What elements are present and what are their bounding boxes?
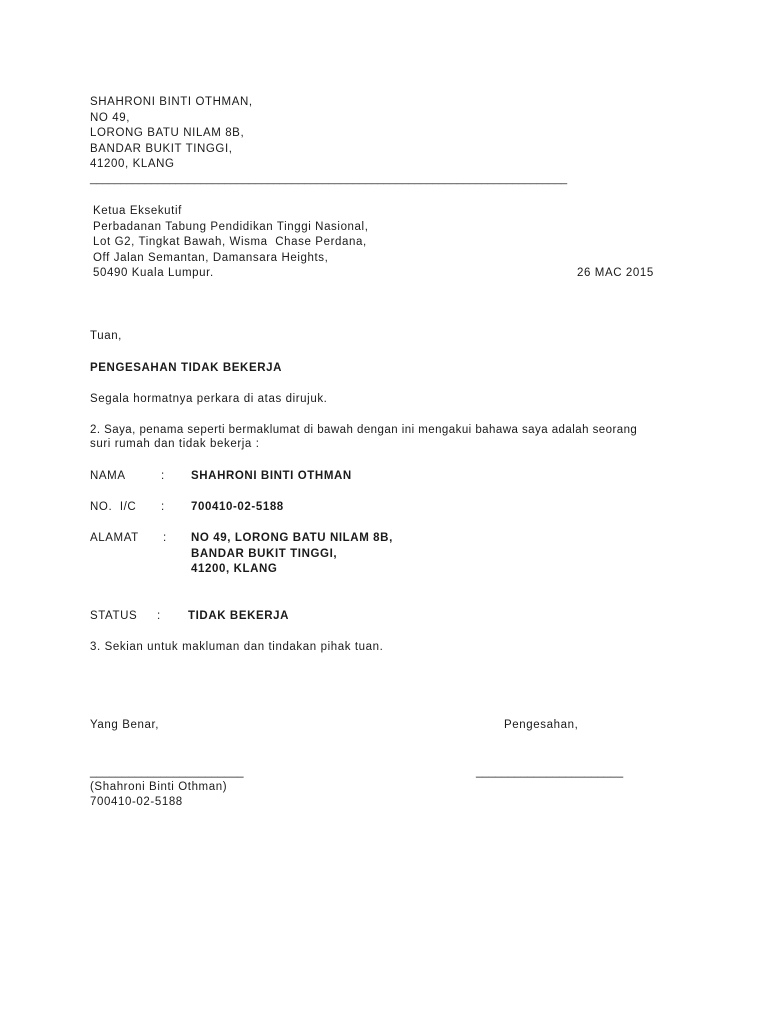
recipient-line: Off Jalan Semantan, Damansara Heights, bbox=[93, 252, 329, 264]
alamat-colon: : bbox=[163, 532, 167, 544]
sender-line: BANDAR BUKIT TINGGI, bbox=[90, 143, 233, 155]
ic-label: NO. I/C bbox=[90, 501, 137, 513]
separator-rule: ______________________________________________________________________________ bbox=[90, 173, 568, 185]
alamat-label: ALAMAT bbox=[90, 532, 139, 544]
sender-line: 41200, KLANG bbox=[90, 158, 175, 170]
nama-value: SHAHRONI BINTI OTHMAN bbox=[191, 470, 352, 482]
sender-name: SHAHRONI BINTI OTHMAN, bbox=[90, 96, 253, 108]
ic-value: 700410-02-5188 bbox=[191, 501, 284, 513]
status-colon: : bbox=[157, 610, 161, 622]
closing-right: Pengesahan, bbox=[504, 719, 579, 731]
status-value: TIDAK BEKERJA bbox=[188, 610, 290, 622]
letter-date: 26 MAC 2015 bbox=[577, 267, 654, 279]
alamat-value-line: BANDAR BUKIT TINGGI, bbox=[191, 548, 338, 560]
signature-line-right: _______________________ bbox=[476, 766, 624, 778]
paragraph-2-line: suri rumah dan tidak bekerja : bbox=[90, 438, 260, 450]
alamat-value-line: NO 49, LORONG BATU NILAM 8B, bbox=[191, 532, 393, 544]
signatory-name: (Shahroni Binti Othman) bbox=[90, 781, 228, 793]
signature-line-left: ________________________ bbox=[90, 766, 244, 778]
paragraph-3: 3. Sekian untuk makluman dan tindakan pihak tuan. bbox=[90, 641, 384, 653]
paragraph-1: Segala hormatnya perkara di atas dirujuk. bbox=[90, 393, 328, 405]
subject-heading: PENGESAHAN TIDAK BEKERJA bbox=[90, 362, 283, 374]
salutation: Tuan, bbox=[90, 330, 122, 342]
nama-label: NAMA bbox=[90, 470, 126, 482]
recipient-line: Ketua Eksekutif bbox=[93, 205, 182, 217]
sender-line: LORONG BATU NILAM 8B, bbox=[90, 127, 245, 139]
ic-colon: : bbox=[161, 501, 165, 513]
sender-line: NO 49, bbox=[90, 112, 131, 124]
recipient-line: Perbadanan Tabung Pendidikan Tinggi Nasional, bbox=[93, 221, 369, 233]
nama-colon: : bbox=[161, 470, 165, 482]
paragraph-2-line: 2. Saya, penama seperti bermaklumat di bawah dengan ini mengakui bahawa saya adalah seorang bbox=[90, 424, 638, 436]
alamat-value-line: 41200, KLANG bbox=[191, 563, 278, 575]
recipient-line: 50490 Kuala Lumpur. bbox=[93, 267, 214, 279]
signatory-ic: 700410-02-5188 bbox=[90, 796, 183, 808]
status-label: STATUS bbox=[90, 610, 138, 622]
recipient-line: Lot G2, Tingkat Bawah, Wisma Chase Perdana, bbox=[93, 236, 367, 248]
closing-left: Yang Benar, bbox=[90, 719, 160, 731]
